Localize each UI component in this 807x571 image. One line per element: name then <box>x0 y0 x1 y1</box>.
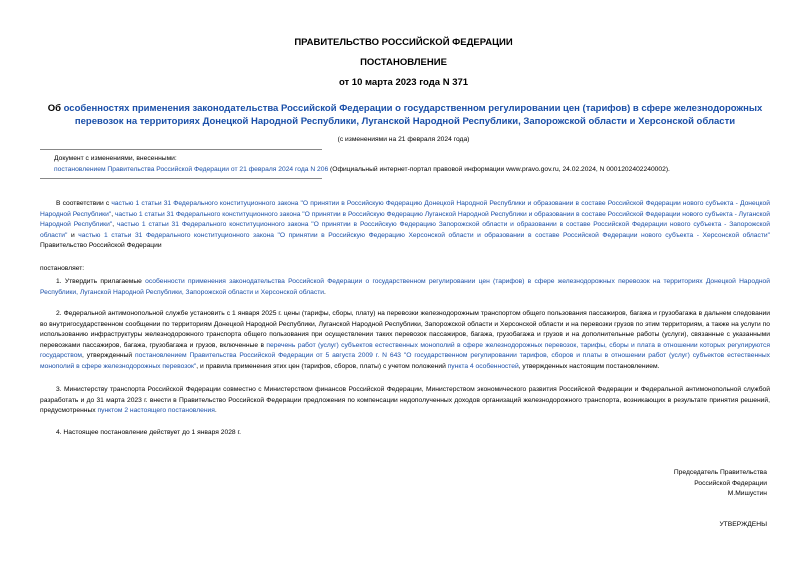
features-link[interactable]: особенности применения законодательства Российской Федерации о государственном регулировании цен (тарифов) в сфере железнодорожных перевозок на территориях Донецкой Народной Республики, Луганской Народной Республики, Запорожской области и Херсонской области <box>40 278 770 296</box>
paragraph-3: 3. Министерству транспорта Российской Федерации совместно с Министерством финансов Российской Федерации, Министерством экономического развития Российской Федерации и Федеральной антимонопольной службой разработать и до 31 марта 2023 г. внести в Правительство Российской Федерации предложения по компенсации недополученных доходов организаций железнодорожного транспорта, возникающих в результате принятия решений, предусмотренных пунктом 2 настоящего постановления. <box>40 386 770 415</box>
paragraph-1: 1. Утвердить прилагаемые особенности применения законодательства Российской Федерации о государственном регулировании цен (тарифов) в сфере железнодорожных перевозок на территориях Донецкой Народной Республики, Луганской Народной Республики, Запорожской области и Херсонской области. <box>40 278 770 296</box>
document-date-number: от 10 марта 2023 года N 371 <box>338 77 469 88</box>
amend-top-rule <box>40 149 322 150</box>
law-link-dnr[interactable]: частью 1 статьи 31 Федерального конституционного закона "О принятии в Российскую Федерацию Донецкой Народной Республики и образовании в составе Российской Федерации нового субъекта - Донецкой Народной Республики" <box>40 200 770 218</box>
signature-line-2: Российской Федерации <box>694 479 767 487</box>
revision-note: (с изменениями на 21 февраля 2024 года) <box>337 136 470 143</box>
amendment-line: постановлением Правительства Российской Федерации от 21 февраля 2024 года N 206 (Официальный интернет-портал правовой информации www.pravo.gov.ru, 24.02.2024, N 0001202402240002). <box>54 165 670 173</box>
amendment-link[interactable]: постановлением Правительства Российской Федерации от 21 февраля 2024 года N 206 <box>54 165 329 173</box>
law-link-zaporozhye[interactable]: частью 1 статьи 31 Федерального конституционного закона "О принятии в Российскую Федерацию Запорожской области и образовании в составе Российской Федерации нового субъекта - Запорожской области" <box>40 221 770 239</box>
paragraph-4: 4. Настоящее постановление действует до 1 января 2028 г. <box>56 429 241 436</box>
approved-label: УТВЕРЖДЕНЫ <box>719 521 767 528</box>
document-title: Об особенностях применения законодательства Российской Федерации о государственном регулировании цен (тарифов) в сфере железнодорожных перевозок на территориях Донецкой Народной Республики, Луганской Народной Республики, Запорожской области и Херсонской области <box>47 103 763 127</box>
item-2-link[interactable]: пунктом 2 настоящего постановления <box>97 407 215 415</box>
resolution-643-link[interactable]: постановлением Правительства Российской Федерации от 5 августа 2009 г. N 643 "О государственном регулировании тарифов, сборов и платы в отношении работ (услуг) субъектов естественных монополий в сфере железнодорожных перевозок" <box>40 352 771 370</box>
paragraph-preamble: В соответствии с частью 1 статьи 31 Федерального конституционного закона "О принятии в Российскую Федерацию Донецкой Народной Республики и образовании в составе Российской Федерации нового субъекта - Донецкой Народной Республики", частью 1 статьи 31 Федерального конституционного закона "О принятии в Российскую Федерацию Луганской Народной Республики и образовании в составе Российской Федерации нового субъекта - Луганской Народной Республики", частью 1 статьи 31 Федерального конституционного закона "О принятии в Российскую Федерацию Запорожской области и образовании в составе Российской Федерации нового субъекта - Запорожской области" и частью 1 статьи 31 Федерального конституционного закона "О принятии в Российскую Федерацию Херсонской области и образовании в составе Российской Федерации нового субъекта - Херсонской области" Правительство Российской Федерации <box>40 200 771 250</box>
law-link-kherson[interactable]: частью 1 статьи 31 Федерального конституционного закона "О принятии в Российскую Федерацию Херсонской области и образовании в составе Российской Федерации нового субъекта - Херсонской области" <box>78 231 771 239</box>
amend-bottom-rule <box>40 178 322 179</box>
law-link-lnr[interactable]: частью 1 статьи 31 Федерального конституционного закона "О принятии в Российскую Федерацию Луганской Народной Республики и образовании в составе Российской Федерации нового субъекта - Луганской Народной Республики" <box>40 210 770 229</box>
government-heading: ПРАВИТЕЛЬСТВО РОССИЙСКОЙ ФЕДЕРАЦИИ <box>294 37 513 48</box>
amendment-label: Документ с изменениями, внесенными: <box>54 155 177 162</box>
signature-block <box>674 468 767 500</box>
signature-line-1: Председатель Правительства <box>673 469 767 476</box>
amendment-block <box>54 154 774 175</box>
works-list-link[interactable]: перечень работ (услуг) субъектов естественных монополий в сфере железнодорожных перевозок, тарифы, сборы и плата в отношении которых регулируются государством <box>40 341 771 360</box>
paragraph-2: 2. Федеральной антимонопольной службе установить с 1 января 2025 г. цены (тарифы, сборы, плату) на перевозки железнодорожным транспортом общего пользования пассажиров, багажа и грузобагажа в дальнем следовании во внутригосударственном сообщении по территориям Донецкой Народной Республики, Луганской Народной Республики, Запорожской области и Херсонской области и на перевозки грузов по этим территориям, а также на услуги по использованию инфраструктуры железнодорожного транспорта общего пользования при осуществлении таких перевозок пассажиров, багажа, грузобагажа и грузов и на дополнительные работы (услуги), связанные с указанными перевозками пассажиров, багажа, грузобагажа и грузов, включенные в перечень работ (услуг) субъектов естественных монополий в сфере железнодорожных перевозок, тарифы, сборы и плата в отношении которых регулируются государством, утвержденный постановлением Правительства Российской Федерации от 5 августа 2009 г. N 643 "О государственном регулировании тарифов, сборов и платы в отношении работ (услуг) субъектов естественных монополий в сфере железнодорожных перевозок", и правила применения этих цен (тарифов, сборов, платы) с учетом положений пункта 4 особенностей, утвержденных настоящим постановлением. <box>40 310 771 370</box>
decree-word: постановляет: <box>40 265 85 272</box>
document-type: ПОСТАНОВЛЕНИЕ <box>360 57 447 68</box>
signature-name: М.Мишустин <box>727 490 767 498</box>
item-4-link[interactable]: пункта 4 особенностей <box>447 362 519 370</box>
title-link[interactable]: особенностях применения законодательства Российской Федерации о государственном регулировании цен (тарифов) в сфере железнодорожных перевозок на территориях Донецкой Народной Республики, Луганской Народной Республики, Запорожской области и Херсонской области <box>63 103 763 127</box>
